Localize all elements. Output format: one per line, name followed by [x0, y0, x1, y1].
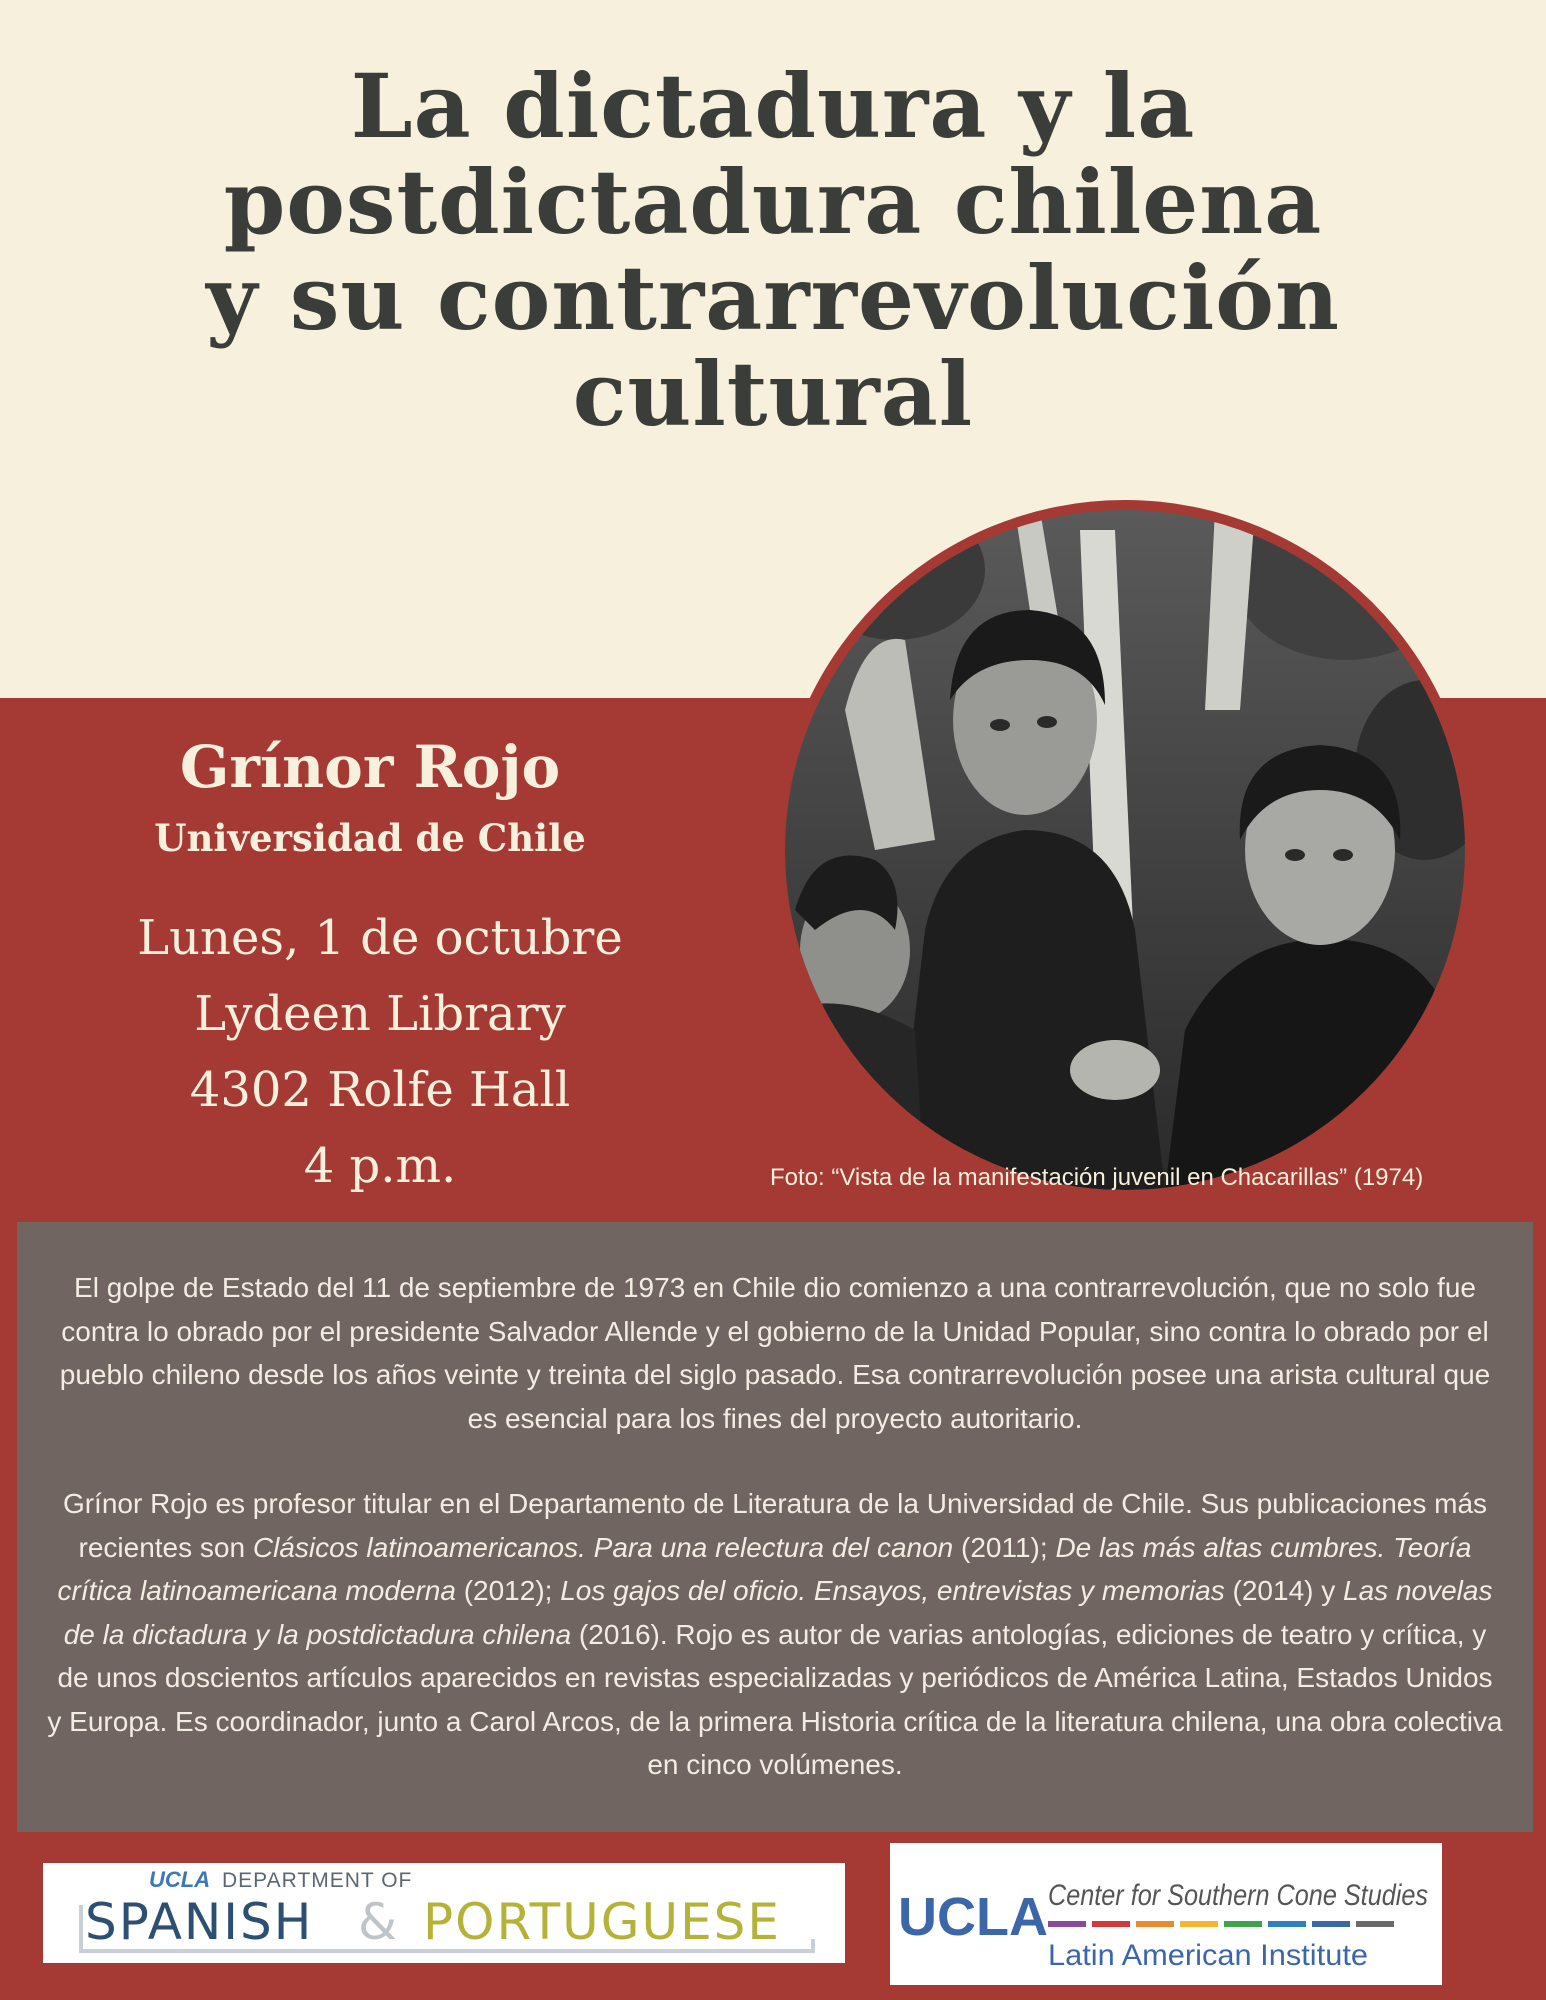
speaker-affiliation: Universidad de Chile [154, 816, 586, 860]
logo-ucla-text: UCLA [149, 1867, 211, 1892]
logo2-institute-text: Latin American Institute [1048, 1939, 1368, 1972]
bio-paragraph [47, 1482, 1503, 1787]
title-line-1: La dictadura y la [350, 54, 1196, 158]
bio-separator-2: (2012); [455, 1575, 561, 1606]
event-date: Lunes, 1 de octubre [137, 910, 623, 966]
description-paragraph: El golpe de Estado del 11 de septiembre de 1973 en Chile dio comienzo a una contrarrevolución, que no solo fue contra lo obrado por el presidente Salvador Allende y el gobierno de la Unidad Popular, sino contra lo obrado por el pueblo chileno desde los años veinte y treinta del siglo pasado. Esa contrarrevolución posee una arista cultural que es esencial para los fines del proyecto autoritario. [59, 1272, 1491, 1434]
logo-spanish-text: SPANISH [85, 1893, 314, 1951]
logo-portuguese-text: PORTUGUESE [423, 1893, 782, 1951]
event-time: 4 p.m. [303, 1138, 457, 1194]
title-line-4: cultural [572, 342, 974, 446]
photo-caption: Foto: “Vista de la manifestación juvenil en Chacarillas” (1974) [770, 1164, 1424, 1191]
book-title-3: Los gajos del oficio. Ensayos, entrevistas y memorias [560, 1575, 1225, 1606]
event-venue: Lydeen Library [194, 986, 566, 1042]
logo2-color-bars [1048, 1921, 1394, 1927]
event-photo [775, 500, 1475, 1200]
logo-department-text: DEPARTMENT OF [222, 1869, 413, 1892]
bio-outro: (2016). Rojo es autor de varias antologías, ediciones de teatro y crítica, y de unos doscientos artículos aparecidos en revistas especializadas y periódicos de América Latina, Estados Unidos y Europa. Es coordinador, junto a Carol Arcos, de la primera Historia crítica de la literatura chilena, una obra colectiva en cinco volúmenes. [47, 1618, 1503, 1780]
event-room: 4302 Rolfe Hall [189, 1062, 571, 1118]
title-line-3: y su contrarrevolución [206, 246, 1340, 350]
book-title-2: De las más altas cumbres. Teoría crítica latinoamericana moderna [57, 1531, 1472, 1606]
ucla-spanish-portuguese-logo [43, 1863, 845, 1963]
bio-separator-3: (2014) y [1224, 1575, 1344, 1606]
bio-separator-1: (2011); [953, 1531, 1056, 1563]
event-title [60, 54, 1486, 446]
bio-intro: Grínor Rojo es profesor titular en el Departamento de Literatura de la Universidad de Chile. Sus publicaciones más recientes son [62, 1488, 1488, 1563]
protest-photo-illustration [785, 510, 1465, 1190]
logo-ampersand: & [358, 1893, 397, 1951]
book-title-1: Clásicos latinoamericanos. Para una relectura del canon [252, 1531, 954, 1563]
description-box [17, 1222, 1533, 1832]
ucla-southern-cone-logo [890, 1843, 1442, 1985]
speaker-name: Grínor Rojo [179, 733, 561, 801]
title-line-2: postdictadura chilena [223, 150, 1323, 254]
logo2-ucla-text: UCLA [898, 1887, 1048, 1947]
event-details [100, 900, 660, 1204]
logo2-center-text: Center for Southern Cone Studies [1048, 1879, 1428, 1912]
book-title-4: Las novelas de la dictadura y la postdictadura chilena [63, 1575, 1493, 1650]
